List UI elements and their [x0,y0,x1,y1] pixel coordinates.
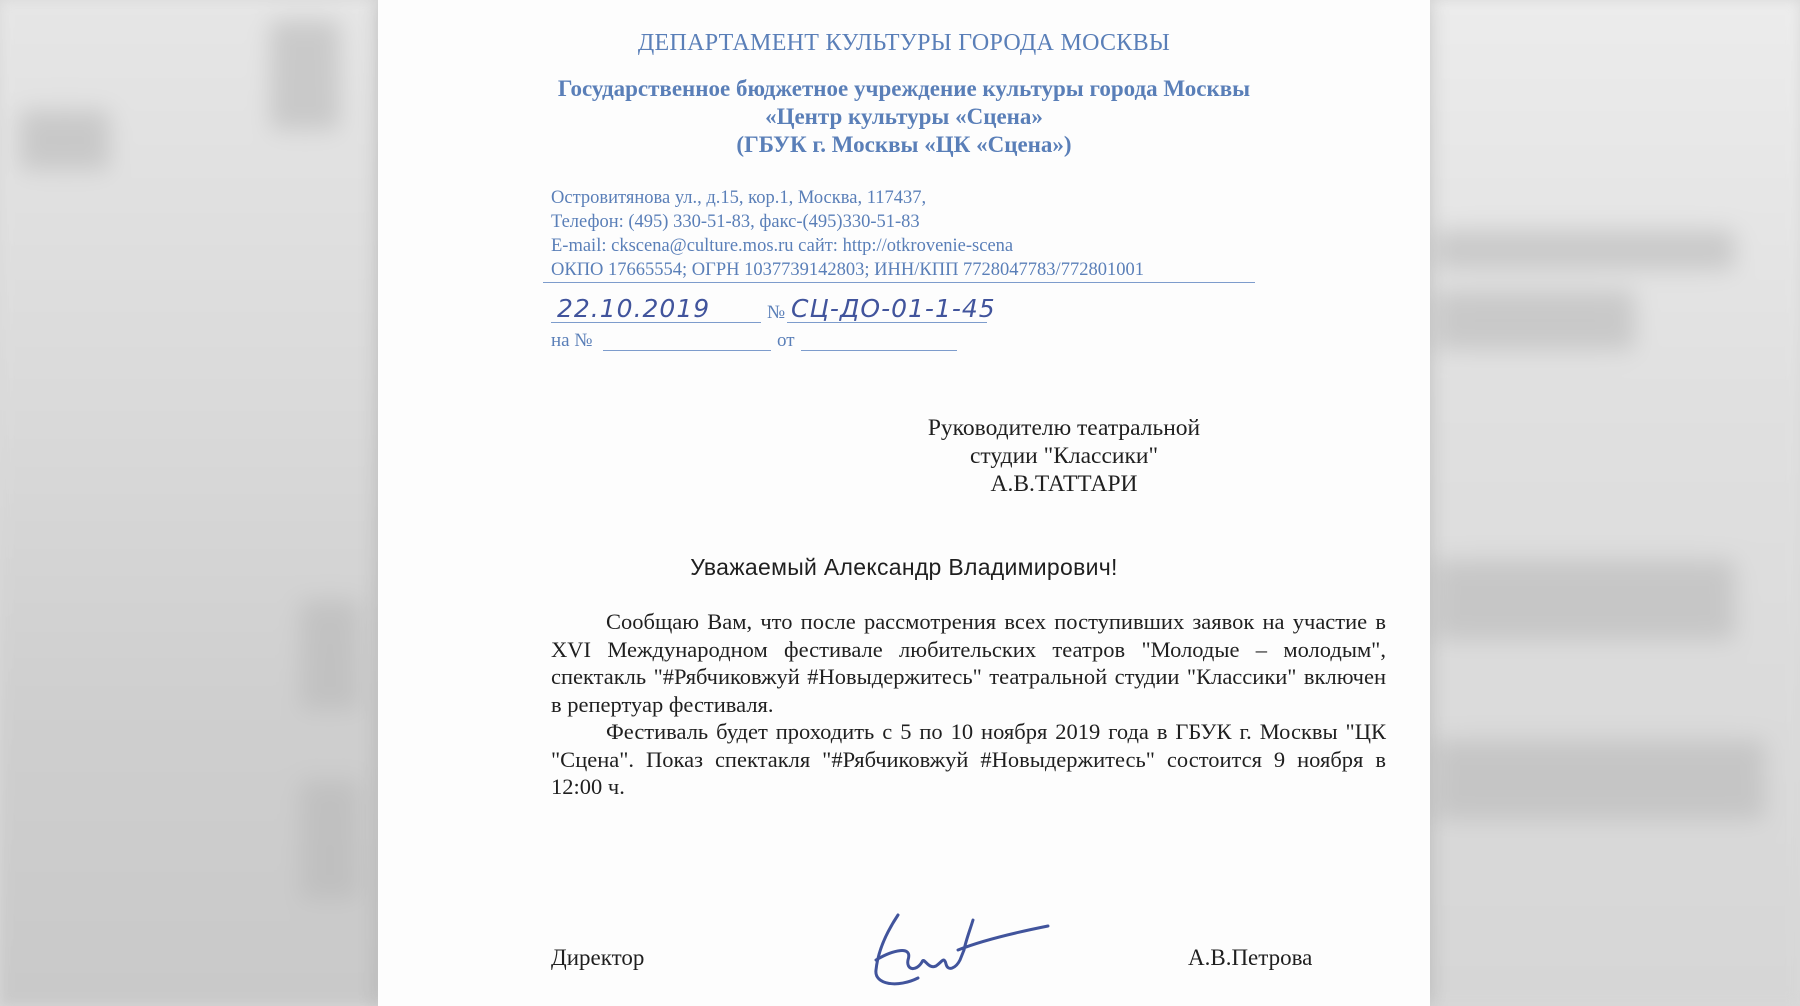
institution-line-1: Государственное бюджетное учреждение культуры города Москвы [557,76,1251,101]
reply-number-underline [603,350,771,351]
signer-position: Директор [551,945,645,970]
institution-line-2: «Центр культуры «Сцена» [765,104,1043,129]
contact-block [551,186,1144,282]
addressee-name: А.В.ТАТТАРИ [990,471,1138,497]
signer-name: А.В.Петрова [1188,945,1313,970]
letter-page [378,0,1430,1006]
number-label: № [767,302,786,323]
number-underline [787,322,987,323]
blurred-background-right [1425,0,1800,1006]
registration-line [551,294,996,324]
letterhead-divider [543,282,1255,283]
contact-phone: Телефон: (495) 330-51-83, факс-(495)330-51-83 [551,212,920,232]
handwritten-signature [858,890,1058,990]
blurred-background-left [0,0,380,1006]
addressee-line-2: студии "Классики" [969,443,1159,469]
institution-name [378,75,1430,159]
registration-number: СЦ-ДО-01-1-45 [791,294,996,323]
reply-from-label: от [777,330,795,351]
greeting: Уважаемый Александр Владимирович! [690,554,1118,580]
reply-reference-line [551,330,971,356]
date-underline [551,322,761,323]
contact-address: Островитянова ул., д.15, кор.1, Москва, 117437, [551,188,927,208]
body-paragraph-1: Сообщаю Вам, что после рассмотрения всех поступивших заявок на участие в XVI Международном фестивале любительских театров "Молодые – молодым", спектакль "#Рябчиковжуй #Новыдержитесь" театральной студии "Классики" включен в репертуар фестиваля. [551,609,1386,717]
addressee-block [874,414,1254,498]
contact-email-site: E-mail: ckscena@culture.mos.ru сайт: http://otkrovenie-scena [551,236,1014,256]
institution-line-3: (ГБУК г. Москвы «ЦК «Сцена») [736,132,1072,157]
body-paragraph-2: Фестиваль будет проходить с 5 по 10 ноября 2019 года в ГБУК г. Москвы "ЦК "Сцена". Показ спектакля "#Рябчиковжуй #Новыдержитесь" состоится 9 ноября в 12:00 ч. [551,719,1386,799]
addressee-line-1: Руководителю театральной [927,415,1201,441]
reply-number-label: на № [551,330,593,351]
registration-date: 22.10.2019 [557,294,711,323]
department-title: ДЕПАРТАМЕНТ КУЛЬТУРЫ ГОРОДА МОСКВЫ [637,30,1171,56]
letter-body [551,608,1386,801]
reply-date-underline [801,350,957,351]
contact-codes: ОКПО 17665554; ОГРН 1037739142803; ИНН/КПП 7728047783/772801001 [551,260,1144,280]
